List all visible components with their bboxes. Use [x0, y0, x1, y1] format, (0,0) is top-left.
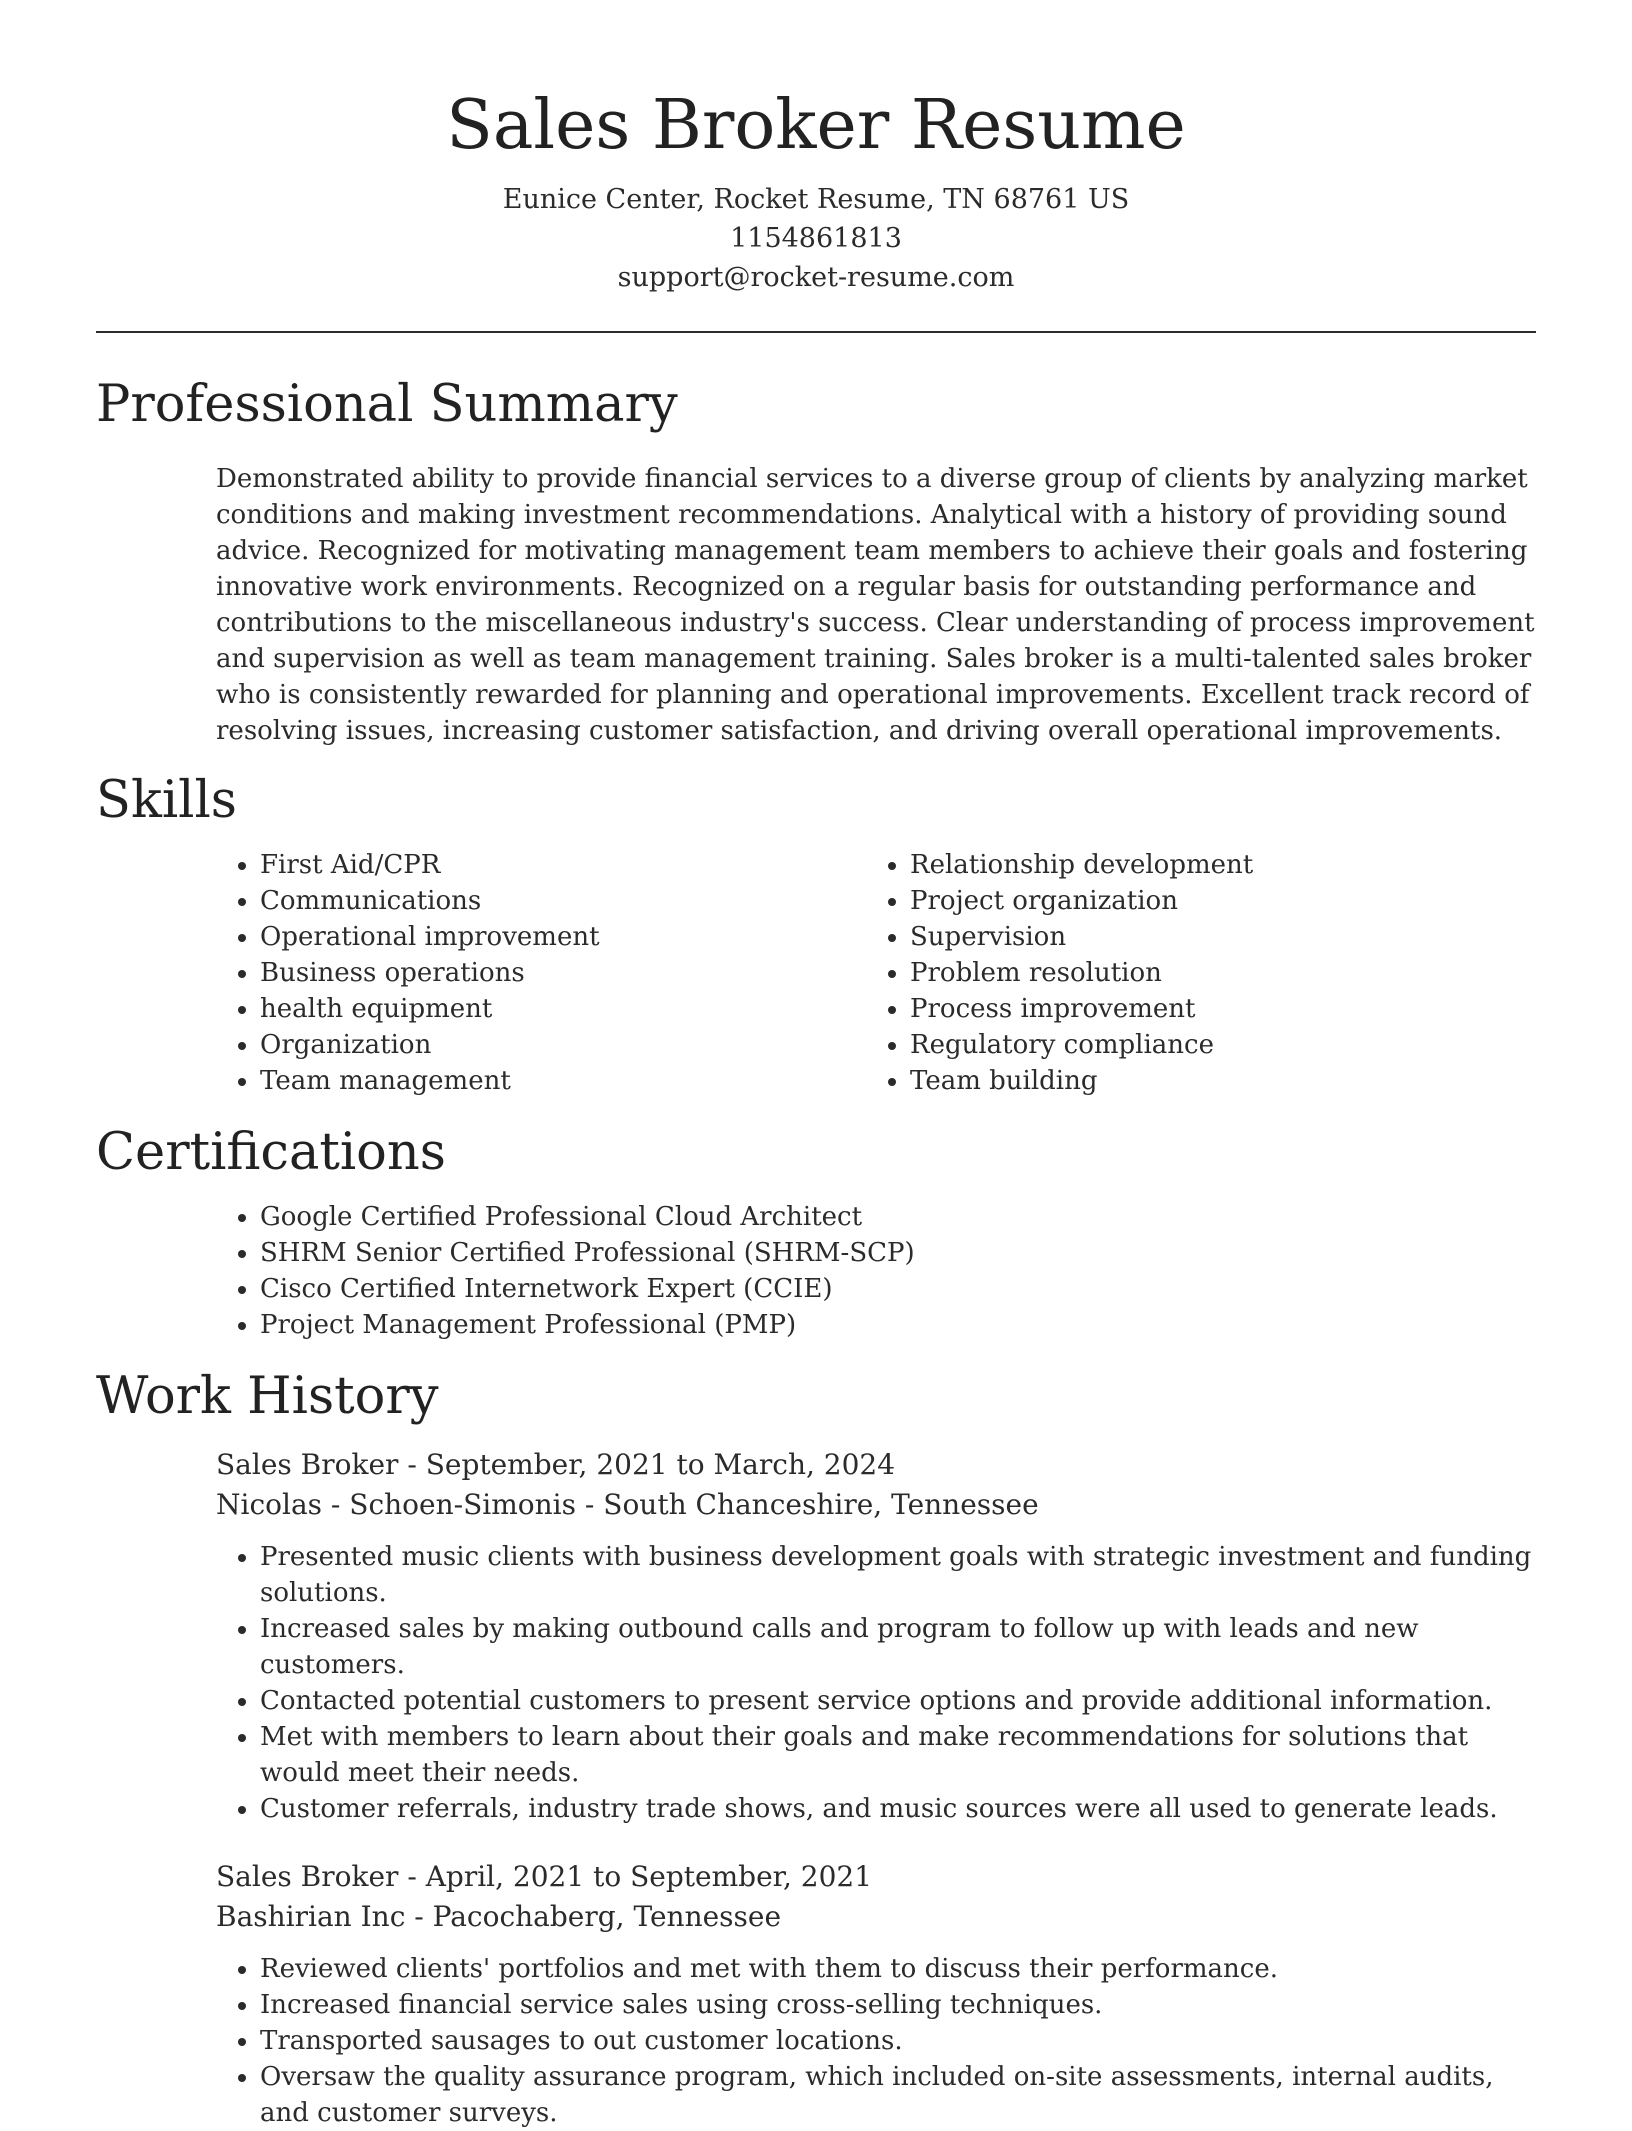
separator: - — [405, 1900, 433, 1933]
skill-item: • Supervision — [910, 919, 1516, 955]
certifications-list — [216, 1199, 1536, 1343]
skill-item: • Business operations — [260, 955, 866, 991]
skill-item: • Project organization — [910, 883, 1516, 919]
summary-heading: Professional Summary — [96, 375, 678, 434]
contact-email[interactable]: support@rocket-resume.com — [617, 262, 1015, 293]
separator: - — [398, 1448, 426, 1481]
skills-column-left — [216, 847, 866, 1099]
skills-columns — [216, 847, 1536, 1099]
separator: - — [576, 1488, 604, 1521]
job-bullet: • Transported sausages to out customer locations. — [260, 2023, 1536, 2059]
contact-block — [96, 180, 1536, 297]
resume-title: Sales Broker Resume — [446, 86, 1186, 165]
job-bullet: • Met with members to learn about their goals and make recommendations for solutions that would meet their needs. — [260, 1719, 1536, 1791]
job-employer-line — [216, 1485, 1536, 1525]
skill-item: • Problem resolution — [910, 955, 1516, 991]
skills-list-left — [216, 847, 866, 1099]
skill-item: • First Aid/CPR — [260, 847, 866, 883]
certifications-section — [96, 1123, 1536, 1343]
job-location: South Chanceshire, Tennessee — [603, 1488, 1039, 1521]
certifications-body — [216, 1199, 1536, 1343]
skill-item: • Team building — [910, 1063, 1516, 1099]
job-employer: Bashirian Inc — [216, 1900, 406, 1933]
resume-page — [96, 0, 1536, 2131]
job-bullet: • Increased sales by making outbound calls and program to follow up with leads and new customers. — [260, 1611, 1536, 1683]
summary-text: Demonstrated ability to provide financial services to a diverse group of clients by analyzing market conditions and making investment recommendations. Analytical with a history of providing sound advice. Recognized for motivating management team members to achieve their goals and fostering innovative work environments. Recognized on a regular basis for outstanding performance and contributions to the miscellaneous industry's success. Clear understanding of process improvement and supervision as well as team management training. Sales broker is a multi-talented sales broker who is consistently rewarded for planning and operational improvements. Excellent track record of resolving issues, increasing customer satisfaction, and driving overall operational improvements. — [216, 464, 1535, 746]
skill-item: • Organization — [260, 1027, 866, 1063]
resume-header — [96, 0, 1536, 297]
certification-item: • SHRM Senior Certified Professional (SHRM-SCP) — [260, 1235, 1536, 1271]
work-history-section — [96, 1367, 1536, 2131]
job-bullet: • Customer referrals, industry trade shows, and music sources were all used to generate leads. — [260, 1791, 1536, 1827]
header-divider — [96, 331, 1536, 333]
certification-item: • Project Management Professional (PMP) — [260, 1307, 1536, 1343]
job-bullet: • Oversaw the quality assurance program, which included on-site assessments, internal audits, and customer surveys. — [260, 2059, 1536, 2131]
work-history-heading: Work History — [96, 1367, 439, 1426]
job-bullets — [216, 1539, 1536, 1827]
contact-address: Eunice Center, Rocket Resume, TN 68761 US — [502, 184, 1130, 215]
skill-item: • Process improvement — [910, 991, 1516, 1027]
job-role: Sales Broker — [216, 1860, 399, 1893]
job-entry — [216, 1445, 1536, 1827]
job-bullet: • Reviewed clients' portfolios and met with them to discuss their performance. — [260, 1951, 1536, 1987]
skill-item: • Operational improvement — [260, 919, 866, 955]
job-employer: Nicolas - Schoen-Simonis — [216, 1488, 576, 1521]
contact-phone: 1154861813 — [730, 223, 902, 254]
skills-column-right — [866, 847, 1516, 1099]
skill-item: • Relationship development — [910, 847, 1516, 883]
job-bullet: • Contacted potential customers to present service options and provide additional information. — [260, 1683, 1536, 1719]
job-employer-line — [216, 1897, 1536, 1937]
job-bullet: • Increased financial service sales using cross-selling techniques. — [260, 1987, 1536, 2023]
job-title-line — [216, 1857, 1536, 1897]
job-bullet: • Presented music clients with business development goals with strategic investment and funding solutions. — [260, 1539, 1536, 1611]
skill-item: • Regulatory compliance — [910, 1027, 1516, 1063]
job-dates: September, 2021 to March, 2024 — [425, 1448, 896, 1481]
job-dates: April, 2021 to September, 2021 — [425, 1860, 873, 1893]
job-role: Sales Broker — [216, 1448, 399, 1481]
skill-item: • Communications — [260, 883, 866, 919]
separator: - — [398, 1860, 426, 1893]
certifications-heading: Certifications — [96, 1123, 446, 1182]
job-entry — [216, 1857, 1536, 2131]
certification-item: • Cisco Certified Internetwork Expert (CCIE) — [260, 1271, 1536, 1307]
skills-section — [96, 771, 1536, 1099]
skill-item: • health equipment — [260, 991, 866, 1027]
job-location: Pacochaberg, Tennessee — [432, 1900, 782, 1933]
job-bullets — [216, 1951, 1536, 2131]
skills-list-right — [866, 847, 1516, 1099]
summary-section — [96, 375, 1536, 749]
skill-item: • Team management — [260, 1063, 866, 1099]
certification-item: • Google Certified Professional Cloud Architect — [260, 1199, 1536, 1235]
skills-heading: Skills — [96, 771, 237, 830]
job-title-line — [216, 1445, 1536, 1485]
